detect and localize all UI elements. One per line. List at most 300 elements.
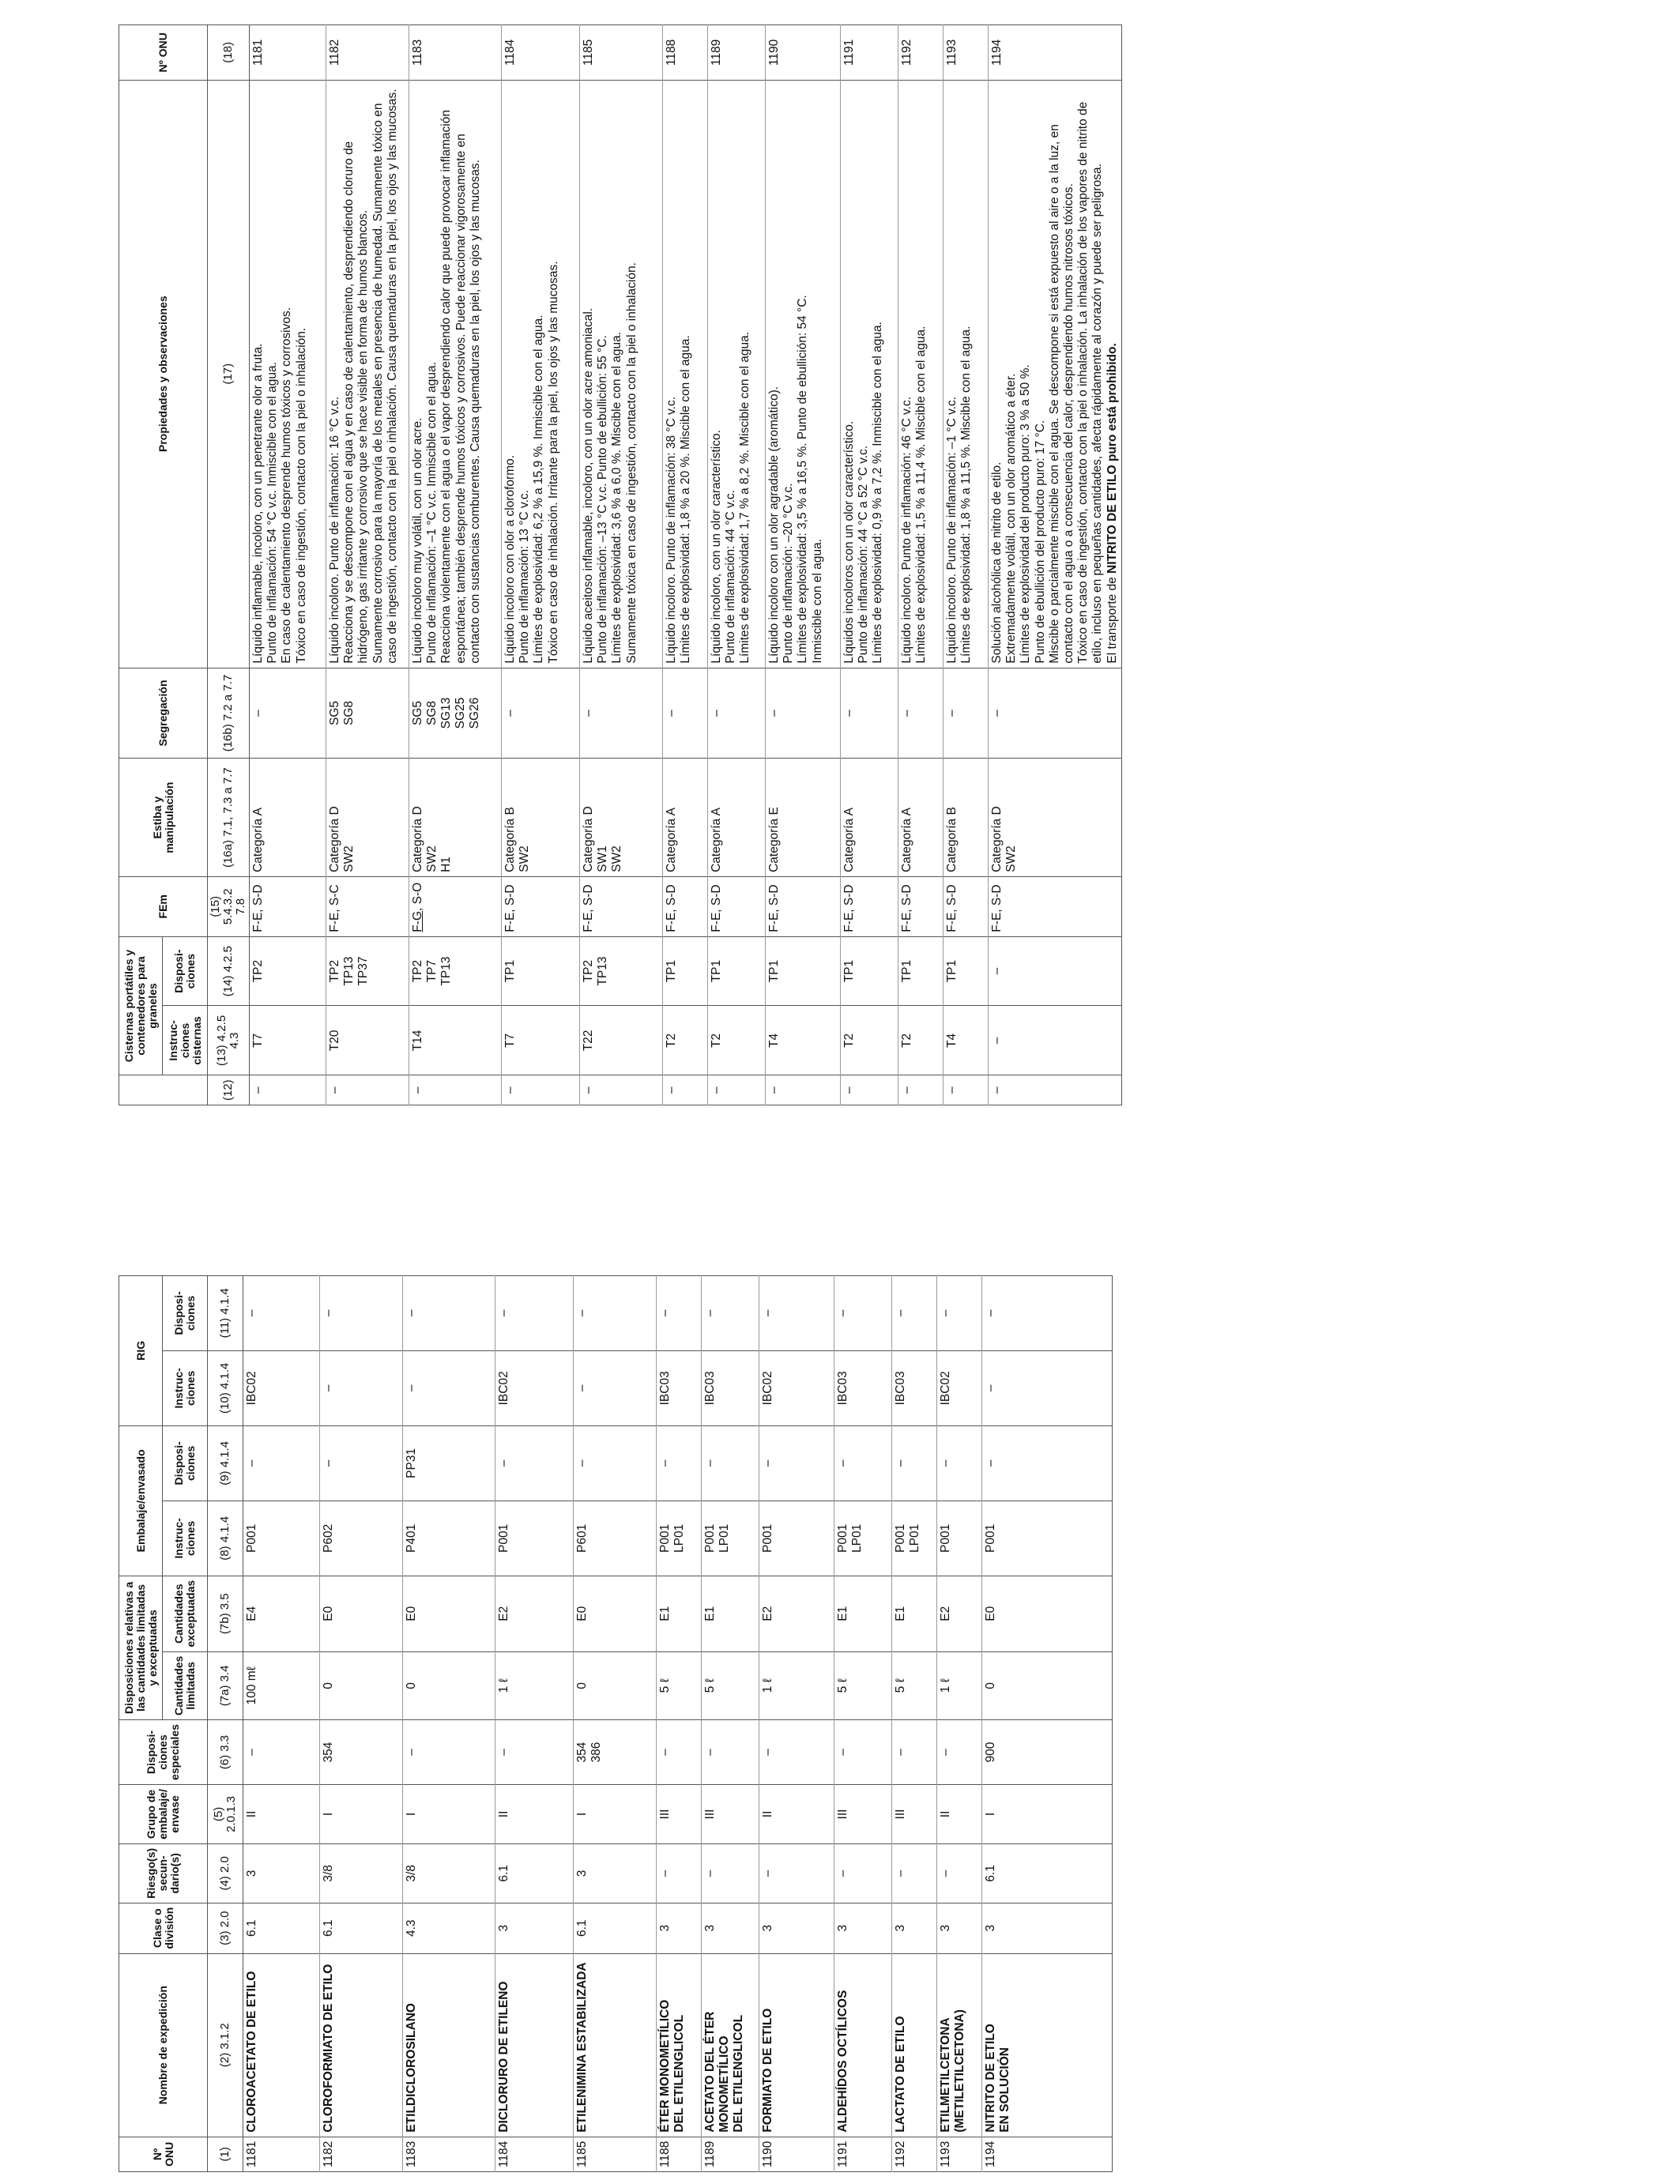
table-row bbox=[982, 1275, 1113, 2171]
stowage-cell: Categoría A bbox=[663, 759, 708, 877]
un-cell: 1184 bbox=[495, 2137, 574, 2171]
properties-cell: Líquidos incoloros con un olor característico. Punto de inflamación: 44 °C a 52 °C v.c. Límites de explosividad: 0,9 % a 7,2 %. Inmiscible con el agua. bbox=[841, 80, 898, 668]
packing-provision-cell: – bbox=[320, 1425, 403, 1501]
col12-cell: – bbox=[250, 1075, 326, 1105]
table-row bbox=[502, 25, 580, 1105]
segregation-cell: – bbox=[766, 668, 841, 759]
tank-provision-cell: TP2 bbox=[250, 936, 326, 1006]
segregation-cell: – bbox=[250, 668, 326, 759]
stowage-cell: Categoría D SW2 H1 bbox=[409, 759, 502, 877]
subsidiary-risk-cell: 6.1 bbox=[982, 1843, 1113, 1903]
ibc-instruction-cell: IBC03 bbox=[702, 1350, 759, 1425]
table-row bbox=[937, 1275, 982, 2171]
ems-cell: F-E, S-D bbox=[708, 876, 766, 936]
packing-provision-cell: – bbox=[937, 1425, 982, 1501]
limited-qty-cell: 5 ℓ bbox=[892, 1651, 937, 1719]
table-row bbox=[708, 25, 766, 1105]
excepted-qty-cell: E0 bbox=[403, 1576, 495, 1651]
segregation-cell: – bbox=[502, 668, 580, 759]
col12-cell: – bbox=[663, 1075, 708, 1105]
un-cell-right: 1181 bbox=[250, 25, 326, 81]
ibc-instruction-cell: IBC03 bbox=[834, 1350, 892, 1425]
col12-cell: – bbox=[841, 1075, 898, 1105]
stowage-cell: Categoría E bbox=[766, 759, 841, 877]
un-cell: 1181 bbox=[243, 2137, 320, 2171]
tank-instruction-cell: T4 bbox=[766, 1006, 841, 1075]
hdr-ibc-provisions: Disposi-ciones bbox=[163, 1275, 208, 1350]
excepted-qty-cell: E1 bbox=[657, 1576, 702, 1651]
class-cell: 3 bbox=[657, 1903, 702, 1953]
properties-cell: Líquido inflamable, incoloro, con un penetrante olor a fruta. Punto de inflamación: 54 °C v.c. Inmiscible con el agua. En caso de calentamiento desprende humos tóxicos y corrosivos. Tóxico en caso de ingestión, contacto con la piel o inhalación. bbox=[250, 80, 326, 668]
ref-10: (10) 4.1.4 bbox=[208, 1350, 243, 1425]
ibc-provision-cell: – bbox=[834, 1275, 892, 1350]
excepted-qty-cell: E1 bbox=[834, 1576, 892, 1651]
tank-instruction-cell: T4 bbox=[944, 1006, 989, 1075]
special-provisions-cell: – bbox=[702, 1720, 759, 1785]
tank-instruction-cell: – bbox=[989, 1006, 1122, 1075]
tank-provision-cell: TP1 bbox=[898, 936, 944, 1006]
ibc-provision-cell: – bbox=[574, 1275, 657, 1350]
un-cell-right: 1192 bbox=[898, 25, 944, 81]
shipping-name-cell: FORMIATO DE ETILO bbox=[759, 1953, 834, 2137]
stowage-cell: Categoría B SW2 bbox=[502, 759, 580, 877]
segregation-cell: SG5 SG8 bbox=[326, 668, 409, 759]
special-provisions-cell: – bbox=[495, 1720, 574, 1785]
ref-5: (5) 2.0.1.3 bbox=[208, 1784, 243, 1843]
stowage-cell: Categoría D SW2 bbox=[326, 759, 409, 877]
class-cell: 3 bbox=[982, 1903, 1113, 1953]
left-table-section bbox=[119, 1121, 1113, 2172]
ref-9: (9) 4.1.4 bbox=[208, 1425, 243, 1501]
ref-12: (12) bbox=[208, 1075, 250, 1105]
tank-instruction-cell: T2 bbox=[708, 1006, 766, 1075]
hdr-segregation: Segregación bbox=[119, 668, 208, 759]
packing-group-cell: III bbox=[657, 1784, 702, 1843]
col12-cell: – bbox=[708, 1075, 766, 1105]
un-cell-right: 1189 bbox=[708, 25, 766, 81]
ref-7a: (7a) 3.4 bbox=[208, 1651, 243, 1719]
shipping-name-cell: ACETATO DEL ÉTER MONOMETÍLICO DEL ETILENGLICOL bbox=[702, 1953, 759, 2137]
excepted-qty-cell: E0 bbox=[982, 1576, 1113, 1651]
tank-instruction-cell: T7 bbox=[502, 1006, 580, 1075]
tank-provision-cell: TP2 TP7 TP13 bbox=[409, 936, 502, 1006]
ref-6: (6) 3.3 bbox=[208, 1720, 243, 1785]
subsidiary-risk-cell: – bbox=[834, 1843, 892, 1903]
packing-instruction-cell: P601 bbox=[574, 1501, 657, 1576]
ibc-instruction-cell: IBC02 bbox=[937, 1350, 982, 1425]
tank-instruction-cell: T14 bbox=[409, 1006, 502, 1075]
ibc-provision-cell: – bbox=[892, 1275, 937, 1350]
packing-provision-cell: PP31 bbox=[403, 1425, 495, 1501]
right-table-body bbox=[250, 25, 1122, 1105]
ibc-instruction-cell: IBC02 bbox=[495, 1350, 574, 1425]
properties-cell: Solución alcohólica de nitrito de etilo. Extremadamente volátil, con un olor aromático a éter. Límites de explosividad del producto puro: 3 % a 50 %. Punto de ebullición del producto puro: 17 °C. Miscible o parcialmente miscible con el agua. Se descompone si está expuesto al aire o a la luz, en contacto con el agua o a consecuencia del calor, desprendiendo humos nitrosos tóxicos. Tóxico en caso de ingestión, contacto con la piel o inhalación. La inhalación de los vapores de nitrito de etilo, incluso en pequeñas cantidades, afecta rápidamente al corazón y puede ser peligrosa. El transporte de NITRITO DE ETILO puro está prohibido. bbox=[989, 80, 1122, 668]
un-cell-right: 1190 bbox=[766, 25, 841, 81]
excepted-qty-cell: E2 bbox=[937, 1576, 982, 1651]
class-cell: 3 bbox=[937, 1903, 982, 1953]
limited-qty-cell: 0 bbox=[320, 1651, 403, 1719]
subsidiary-risk-cell: 3/8 bbox=[320, 1843, 403, 1903]
segregation-cell: – bbox=[898, 668, 944, 759]
ems-cell: F-E, S-D bbox=[944, 876, 989, 936]
ems-cell: F-E, S-D bbox=[841, 876, 898, 936]
special-provisions-cell: – bbox=[403, 1720, 495, 1785]
ems-cell: F-E, S-D bbox=[898, 876, 944, 936]
packing-instruction-cell: P001 bbox=[982, 1501, 1113, 1576]
stowage-cell: Categoría D SW1 SW2 bbox=[580, 759, 663, 877]
hdr-packing: Embalaje/envasado bbox=[119, 1425, 163, 1576]
ref-7b: (7b) 3.5 bbox=[208, 1576, 243, 1651]
un-cell-right: 1184 bbox=[502, 25, 580, 81]
hdr-tank-instructions: Instruc-ciones cisternas bbox=[163, 1006, 208, 1075]
stowage-cell: Categoría A bbox=[898, 759, 944, 877]
excepted-qty-cell: E1 bbox=[702, 1576, 759, 1651]
special-provisions-cell: 354 bbox=[320, 1720, 403, 1785]
subsidiary-risk-cell: – bbox=[759, 1843, 834, 1903]
packing-provision-cell: – bbox=[982, 1425, 1113, 1501]
subsidiary-risk-cell: 3 bbox=[243, 1843, 320, 1903]
table-row bbox=[250, 25, 326, 1105]
packing-group-cell: I bbox=[982, 1784, 1113, 1843]
table-row bbox=[898, 25, 944, 1105]
left-table bbox=[119, 1275, 1113, 2172]
ibc-instruction-cell: – bbox=[403, 1350, 495, 1425]
ref-16a: (16a) 7.1, 7.3 a 7.7 bbox=[208, 759, 250, 877]
packing-group-cell: III bbox=[702, 1784, 759, 1843]
properties-cell: Líquido incoloro. Punto de inflamación: 38 °C v.c. Límites de explosividad: 1,8 % a 20 %. Miscible con el agua. bbox=[663, 80, 708, 668]
packing-group-cell: II bbox=[243, 1784, 320, 1843]
ref-18: (18) bbox=[208, 25, 250, 81]
limited-qty-cell: 0 bbox=[403, 1651, 495, 1719]
hdr-properties: Propiedades y observaciones bbox=[119, 80, 208, 668]
special-provisions-cell: – bbox=[243, 1720, 320, 1785]
special-provisions-cell: – bbox=[834, 1720, 892, 1785]
class-cell: 3 bbox=[834, 1903, 892, 1953]
stowage-cell: Categoría D SW2 bbox=[989, 759, 1122, 877]
ibc-instruction-cell: – bbox=[574, 1350, 657, 1425]
ref-3: (3) 2.0 bbox=[208, 1903, 243, 1953]
properties-cell: Líquido aceitoso inflamable, incoloro, con un olor acre amoniacal. Punto de inflamación: –13 °C v.c. Punto de ebullición: 55 °C. Límites de explosividad: 3,6 % a 6,0 %. Miscible con el agua. Sumamente tóxica en caso de ingestión, contacto con la piel o inhalación. bbox=[580, 80, 663, 668]
subsidiary-risk-cell: – bbox=[702, 1843, 759, 1903]
special-provisions-cell: – bbox=[892, 1720, 937, 1785]
properties-cell: Líquido incoloro con un olor agradable (aromático). Punto de inflamación: –20 °C v.c. Límites de explosividad: 3,5 % a 16,5 %. Punto de ebullición: 54 °C. Inmiscible con el agua. bbox=[766, 80, 841, 668]
un-cell: 1182 bbox=[320, 2137, 403, 2171]
stowage-cell: Categoría A bbox=[708, 759, 766, 877]
class-cell: 3 bbox=[892, 1903, 937, 1953]
table-row bbox=[841, 25, 898, 1105]
packing-instruction-cell: P001 bbox=[243, 1501, 320, 1576]
special-provisions-cell: 354 386 bbox=[574, 1720, 657, 1785]
shipping-name-cell: ALDEHÍDOS OCTÍLICOS bbox=[834, 1953, 892, 2137]
ref-4: (4) 2.0 bbox=[208, 1843, 243, 1903]
table-row bbox=[320, 1275, 403, 2171]
excepted-qty-cell: E1 bbox=[892, 1576, 937, 1651]
packing-group-cell: II bbox=[495, 1784, 574, 1843]
subsidiary-risk-cell: – bbox=[657, 1843, 702, 1903]
table-row bbox=[892, 1275, 937, 2171]
limited-qty-cell: 0 bbox=[982, 1651, 1113, 1719]
properties-cell: Líquido incoloro. Punto de inflamación: –1 °C v.c. Límites de explosividad: 1,8 % a 11,5 %. Miscible con el agua. bbox=[944, 80, 989, 668]
col12-cell: – bbox=[409, 1075, 502, 1105]
hdr-packing-group: Grupo de embalaje/ envase bbox=[119, 1784, 208, 1843]
tank-provision-cell: TP1 bbox=[663, 936, 708, 1006]
tank-provision-cell: TP1 bbox=[502, 936, 580, 1006]
ibc-provision-cell: – bbox=[320, 1275, 403, 1350]
col12-cell: – bbox=[502, 1075, 580, 1105]
ref-1: (1) bbox=[208, 2137, 243, 2171]
limited-qty-cell: 5 ℓ bbox=[834, 1651, 892, 1719]
hdr-ibc-instructions: Instruc-ciones bbox=[163, 1350, 208, 1425]
shipping-name-cell: ETILMETILCETONA (METILETILCETONA) bbox=[937, 1953, 982, 2137]
limited-qty-cell: 5 ℓ bbox=[702, 1651, 759, 1719]
packing-instruction-cell: P001 bbox=[759, 1501, 834, 1576]
table-row bbox=[657, 1275, 702, 2171]
col12-cell: – bbox=[898, 1075, 944, 1105]
hdr-limited-qty: Cantidades limitadas bbox=[163, 1651, 208, 1719]
packing-group-cell: I bbox=[403, 1784, 495, 1843]
ref-8: (8) 4.1.4 bbox=[208, 1501, 243, 1576]
un-cell: 1192 bbox=[892, 2137, 937, 2171]
properties-cell: Líquido incoloro. Punto de inflamación: 46 °C v.c. Límites de explosividad: 1,5 % a 11,4 %. Miscible con el agua. bbox=[898, 80, 944, 668]
limited-qty-cell: 100 mℓ bbox=[243, 1651, 320, 1719]
table-row bbox=[702, 1275, 759, 2171]
packing-provision-cell: – bbox=[495, 1425, 574, 1501]
un-cell: 1191 bbox=[834, 2137, 892, 2171]
packing-group-cell: I bbox=[574, 1784, 657, 1843]
hdr-un-no-right: Nº ONU bbox=[119, 25, 208, 81]
hdr-ems: FEm bbox=[119, 876, 208, 936]
hdr-class: Clase o división bbox=[119, 1903, 208, 1953]
hdr-tank-provisions: Disposi-ciones bbox=[163, 936, 208, 1006]
class-cell: 6.1 bbox=[320, 1903, 403, 1953]
table-row bbox=[759, 1275, 834, 2171]
tank-provision-cell: TP2 TP13 bbox=[580, 936, 663, 1006]
class-cell: 4.3 bbox=[403, 1903, 495, 1953]
properties-cell: Líquido incoloro, con un olor característico. Punto de inflamación: 44 °C v.c. Límites de explosividad: 1,7 % a 8,2 %. Miscible con el agua. bbox=[708, 80, 766, 668]
class-cell: 6.1 bbox=[574, 1903, 657, 1953]
segregation-cell: SG5 SG8 SG13 SG25 SG26 bbox=[409, 668, 502, 759]
un-cell: 1188 bbox=[657, 2137, 702, 2171]
un-cell-right: 1191 bbox=[841, 25, 898, 81]
segregation-cell: – bbox=[989, 668, 1122, 759]
un-cell-right: 1183 bbox=[409, 25, 502, 81]
table-row bbox=[243, 1275, 320, 2171]
properties-cell: Líquido incoloro con olor a cloroformo. Punto de inflamación: 13 °C v.c. Límites de explosividad: 6,2 % a 15,9 %. Inmiscible con el agua. Tóxico en caso de inhalación. Irritante para la piel, los ojos y las mucosas. bbox=[502, 80, 580, 668]
ref-15: (15) 5.4.3.2 7.8 bbox=[208, 876, 250, 936]
col12-cell: – bbox=[944, 1075, 989, 1105]
packing-instruction-cell: P001 LP01 bbox=[834, 1501, 892, 1576]
un-cell-right: 1188 bbox=[663, 25, 708, 81]
tank-instruction-cell: T2 bbox=[663, 1006, 708, 1075]
packing-group-cell: II bbox=[759, 1784, 834, 1843]
class-cell: 6.1 bbox=[243, 1903, 320, 1953]
ref-11: (11) 4.1.4 bbox=[208, 1275, 243, 1350]
excepted-qty-cell: E0 bbox=[320, 1576, 403, 1651]
limited-qty-cell: 5 ℓ bbox=[657, 1651, 702, 1719]
shipping-name-cell: ETILDICLOROSILANO bbox=[403, 1953, 495, 2137]
table-row bbox=[944, 25, 989, 1105]
shipping-name-cell: CLOROACETATO DE ETILO bbox=[243, 1953, 320, 2137]
ibc-provision-cell: – bbox=[243, 1275, 320, 1350]
excepted-qty-cell: E4 bbox=[243, 1576, 320, 1651]
ibc-provision-cell: – bbox=[937, 1275, 982, 1350]
packing-instruction-cell: P001 LP01 bbox=[702, 1501, 759, 1576]
table-row bbox=[989, 25, 1122, 1105]
segregation-cell: – bbox=[708, 668, 766, 759]
tank-instruction-cell: T2 bbox=[898, 1006, 944, 1075]
ibc-provision-cell: – bbox=[702, 1275, 759, 1350]
table-row bbox=[574, 1275, 657, 2171]
col12-cell: – bbox=[326, 1075, 409, 1105]
packing-instruction-cell: P602 bbox=[320, 1501, 403, 1576]
ref-14: (14) 4.2.5 bbox=[208, 936, 250, 1006]
ems-cell: F-G, S-O bbox=[409, 876, 502, 936]
packing-provision-cell: – bbox=[657, 1425, 702, 1501]
ems-cell: F-E, S-D bbox=[250, 876, 326, 936]
stowage-cell: Categoría A bbox=[250, 759, 326, 877]
table-row bbox=[409, 25, 502, 1105]
table-row bbox=[495, 1275, 574, 2171]
un-cell: 1185 bbox=[574, 2137, 657, 2171]
ibc-provision-cell: – bbox=[982, 1275, 1113, 1350]
ibc-provision-cell: – bbox=[759, 1275, 834, 1350]
shipping-name-cell: CLOROFORMIATO DE ETILO bbox=[320, 1953, 403, 2137]
right-table-section bbox=[119, 24, 1122, 1105]
special-provisions-cell: – bbox=[657, 1720, 702, 1785]
stowage-cell: Categoría B bbox=[944, 759, 989, 877]
special-provisions-cell: – bbox=[937, 1720, 982, 1785]
stowage-cell: Categoría A bbox=[841, 759, 898, 877]
hdr-col12 bbox=[119, 1075, 208, 1105]
packing-instruction-cell: P001 bbox=[937, 1501, 982, 1576]
hdr-stowage: Estiba y manipulación bbox=[119, 759, 208, 877]
tank-provision-cell: TP1 bbox=[944, 936, 989, 1006]
subsidiary-risk-cell: 3 bbox=[574, 1843, 657, 1903]
tank-provision-cell: TP2 TP13 TP37 bbox=[326, 936, 409, 1006]
packing-provision-cell: – bbox=[759, 1425, 834, 1501]
un-cell-right: 1194 bbox=[989, 25, 1122, 81]
ibc-instruction-cell: IBC02 bbox=[243, 1350, 320, 1425]
table-row bbox=[766, 25, 841, 1105]
un-cell-right: 1193 bbox=[944, 25, 989, 81]
packing-group-cell: III bbox=[834, 1784, 892, 1843]
ems-cell: F-E, S-D bbox=[663, 876, 708, 936]
packing-group-cell: I bbox=[320, 1784, 403, 1843]
col12-cell: – bbox=[766, 1075, 841, 1105]
un-cell-right: 1182 bbox=[326, 25, 409, 81]
table-row bbox=[580, 25, 663, 1105]
packing-instruction-cell: P401 bbox=[403, 1501, 495, 1576]
limited-qty-cell: 1 ℓ bbox=[495, 1651, 574, 1719]
ibc-instruction-cell: IBC02 bbox=[759, 1350, 834, 1425]
hdr-excepted-qty: Cantidades exceptuadas bbox=[163, 1576, 208, 1651]
limited-qty-cell: 1 ℓ bbox=[937, 1651, 982, 1719]
packing-group-cell: III bbox=[892, 1784, 937, 1843]
ibc-instruction-cell: – bbox=[320, 1350, 403, 1425]
tank-instruction-cell: T2 bbox=[841, 1006, 898, 1075]
tank-provision-cell: TP1 bbox=[841, 936, 898, 1006]
segregation-cell: – bbox=[580, 668, 663, 759]
ems-cell: F-E, S-D bbox=[989, 876, 1122, 936]
packing-provision-cell: – bbox=[892, 1425, 937, 1501]
limited-qty-cell: 0 bbox=[574, 1651, 657, 1719]
hdr-limited-excepted: Disposiciones relativas a las cantidades limitadas y exceptuadas bbox=[119, 1576, 163, 1719]
excepted-qty-cell: E2 bbox=[759, 1576, 834, 1651]
packing-instruction-cell: P001 LP01 bbox=[657, 1501, 702, 1576]
segregation-cell: – bbox=[841, 668, 898, 759]
shipping-name-cell: NITRITO DE ETILO EN SOLUCIÓN bbox=[982, 1953, 1113, 2137]
hdr-packing-provisions: Disposi-ciones bbox=[163, 1425, 208, 1501]
ems-fire-code: F-G bbox=[411, 911, 424, 932]
hdr-tanks: Cisternas portátiles y contenedores para graneles bbox=[119, 936, 163, 1075]
hdr-subsidiary-risk: Riesgo(s) secun-dario(s) bbox=[119, 1843, 208, 1903]
un-cell: 1190 bbox=[759, 2137, 834, 2171]
table-row bbox=[663, 25, 708, 1105]
ibc-instruction-cell: IBC03 bbox=[657, 1350, 702, 1425]
tank-instruction-cell: T7 bbox=[250, 1006, 326, 1075]
packing-provision-cell: – bbox=[834, 1425, 892, 1501]
ibc-instruction-cell: IBC03 bbox=[892, 1350, 937, 1425]
tank-provision-cell: – bbox=[989, 936, 1122, 1006]
special-provisions-cell: 900 bbox=[982, 1720, 1113, 1785]
hdr-shipping-name: Nombre de expedición bbox=[119, 1953, 208, 2137]
properties-cell: Líquido incoloro. Punto de inflamación: 16 °C v.c. Reacciona y se descompone con el agua y en caso de calentamiento, desprendiendo cloruro de hidrógeno, gas irritante y corrosivo que se hace visible en forma de humos blancos. Sumamente corrosivo para la mayoría de los metales en presencia de humedad. Sumamente tóxico en caso de ingestión, contacto con la piel o inhalación. Causa quemaduras en la piel, los ojos y las mucosas. bbox=[326, 80, 409, 668]
tank-instruction-cell: T20 bbox=[326, 1006, 409, 1075]
ref-13: (13) 4.2.5 4.3 bbox=[208, 1006, 250, 1075]
tank-provision-cell: TP1 bbox=[708, 936, 766, 1006]
subsidiary-risk-cell: 6.1 bbox=[495, 1843, 574, 1903]
segregation-cell: – bbox=[944, 668, 989, 759]
ref-2: (2) 3.1.2 bbox=[208, 1953, 243, 2137]
shipping-name-cell: DICLORURO DE ETILENO bbox=[495, 1953, 574, 2137]
ibc-provision-cell: – bbox=[495, 1275, 574, 1350]
class-cell: 3 bbox=[702, 1903, 759, 1953]
ibc-provision-cell: – bbox=[403, 1275, 495, 1350]
un-cell-right: 1185 bbox=[580, 25, 663, 81]
packing-provision-cell: – bbox=[702, 1425, 759, 1501]
ibc-provision-cell: – bbox=[657, 1275, 702, 1350]
table-row bbox=[326, 25, 409, 1105]
shipping-name-cell: ETILENIMINA ESTABILIZADA bbox=[574, 1953, 657, 2137]
subsidiary-risk-cell: – bbox=[892, 1843, 937, 1903]
ref-16b: (16b) 7.2 a 7.7 bbox=[208, 668, 250, 759]
packing-instruction-cell: P001 bbox=[495, 1501, 574, 1576]
ems-cell: F-E, S-D bbox=[580, 876, 663, 936]
class-cell: 3 bbox=[759, 1903, 834, 1953]
ems-cell: F-E, S-D bbox=[502, 876, 580, 936]
shipping-name-cell: LACTATO DE ETILO bbox=[892, 1953, 937, 2137]
prohibition-note: NITRITO DE ETILO puro está prohibido. bbox=[1105, 343, 1119, 574]
packing-provision-cell: – bbox=[243, 1425, 320, 1501]
shipping-name-cell: ÉTER MONOMETÍLICO DEL ETILENGLICOL bbox=[657, 1953, 702, 2137]
un-cell: 1194 bbox=[982, 2137, 1113, 2171]
hdr-packing-instructions: Instruc-ciones bbox=[163, 1501, 208, 1576]
excepted-qty-cell: E0 bbox=[574, 1576, 657, 1651]
subsidiary-risk-cell: 3/8 bbox=[403, 1843, 495, 1903]
left-table-body bbox=[243, 1275, 1113, 2171]
col12-cell: – bbox=[989, 1075, 1122, 1105]
limited-qty-cell: 1 ℓ bbox=[759, 1651, 834, 1719]
tank-provision-cell: TP1 bbox=[766, 936, 841, 1006]
hdr-special-provisions: Disposi-ciones especiales bbox=[119, 1720, 208, 1785]
tank-instruction-cell: T22 bbox=[580, 1006, 663, 1075]
ems-cell: F-E, S-C bbox=[326, 876, 409, 936]
packing-instruction-cell: P001 LP01 bbox=[892, 1501, 937, 1576]
subsidiary-risk-cell: – bbox=[937, 1843, 982, 1903]
packing-group-cell: II bbox=[937, 1784, 982, 1843]
properties-cell: Líquido incoloro muy volátil, con un olor acre. Punto de inflamación: –1 °C v.c. Inmiscible con el agua. Reacciona violentamente con el agua o el vapor desprendiendo calor que puede provocar inflamación espontánea; también desprende humos tóxicos y corrosivos. Puede reaccionar vigorosamente en contacto con sustancias comburentes. Causa quemaduras en la piel, los ojos y las mucosas. bbox=[409, 80, 502, 668]
table-row bbox=[834, 1275, 892, 2171]
